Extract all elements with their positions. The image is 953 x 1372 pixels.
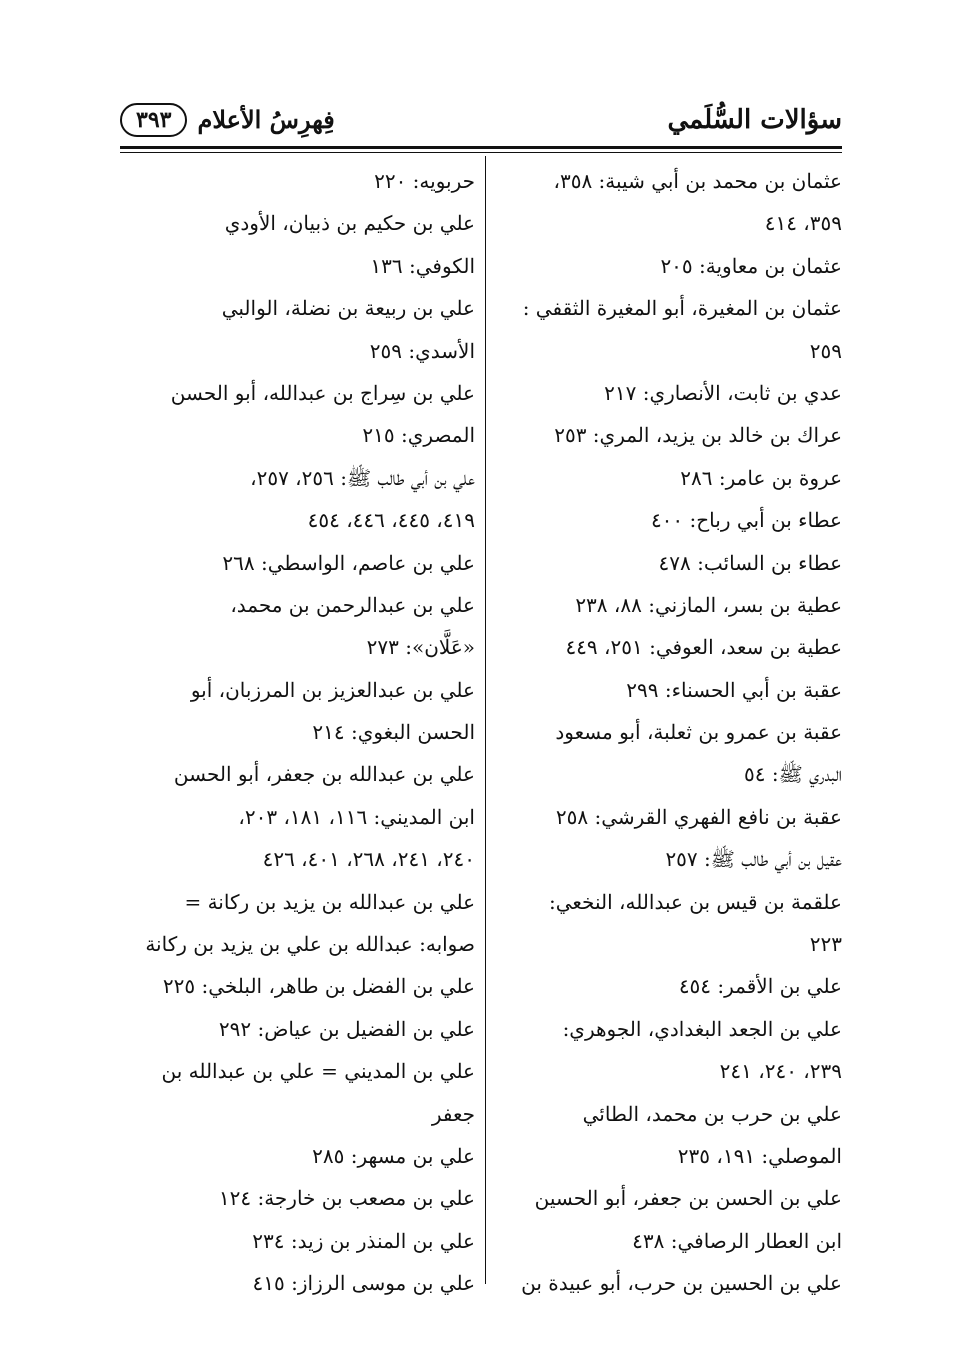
- index-line: علي بن الفضيل بن عياض: ٢٩٢: [218, 1016, 475, 1041]
- index-line: المصري: ٢١٥: [362, 423, 475, 448]
- index-line: علي بن عبدالله بن جعفر، أبو الحسن: [173, 762, 475, 787]
- index-line: عثمان بن محمد بن أبي شيبة: ٣٥٨،: [553, 169, 842, 193]
- index-line: جعفر: [431, 1101, 475, 1126]
- section-title: فِهرِسُ الأعلام: [197, 105, 335, 135]
- index-line: عقبة بن نافع الفهري القرشي: ٢٥٨: [555, 804, 842, 829]
- header-rule-thick: [120, 146, 842, 149]
- index-line: عطاء بن أبي رباح: ٤٠٠: [650, 508, 842, 533]
- index-line: علي بن حكيم بن ذبيان، الأودي: [224, 211, 475, 236]
- index-line: عروة بن عامر: ٢٨٦: [680, 465, 842, 490]
- index-line: «عَلَّان»: ٢٧٣: [366, 635, 475, 660]
- index-line: ٢٢٣: [809, 932, 842, 957]
- index-line: علي بن حرب بن محمد، الطائي: [582, 1101, 842, 1126]
- index-line: علي بن عاصم، الواسطي: ٢٦٨: [222, 550, 475, 575]
- index-line: علقمة بن قيس بن عبدالله، النخعي:: [549, 889, 842, 914]
- index-line: علي بن المديني = علي بن عبدالله بن: [161, 1059, 475, 1084]
- index-line: الموصلي: ١٩١، ٢٣٥: [677, 1143, 842, 1168]
- index-line: عقبة بن أبي الحسناء: ٢٩٩: [626, 677, 842, 702]
- page-header: [120, 95, 842, 145]
- index-line: عقيل بن أبي طالب ﷺ: ٢٥٧: [665, 847, 842, 872]
- index-line: البدري ﷺ: ٥٤: [744, 762, 842, 787]
- index-line: علي بن أبي طالب ﷺ: ٢٥٦، ٢٥٧،: [250, 465, 475, 490]
- index-line: الكوفي: ١٣٦: [370, 253, 475, 278]
- right-column: [497, 160, 842, 1305]
- index-line: علي بن الحسن بن جعفر، أبو الحسين: [534, 1186, 842, 1211]
- index-line: علي بن مسهر: ٢٨٥: [312, 1143, 475, 1168]
- index-line: ٢٥٩: [809, 338, 842, 363]
- index-line: علي بن الجعد البغدادي، الجوهري:: [562, 1016, 842, 1041]
- header-section: [120, 103, 335, 137]
- index-line: ٤١٩، ٤٤٥، ٤٤٦، ٤٥٤: [307, 508, 475, 533]
- index-line: علي بن عبدالله بن يزيد بن ركانة =: [184, 889, 475, 914]
- index-line: ٣٥٩، ٤١٤: [764, 211, 842, 236]
- header-rule-thin: [120, 152, 842, 153]
- index-line: عطية بن سعد، العوفي: ٢٥١، ٤٤٩: [565, 635, 842, 660]
- index-line: علي بن مصعب بن خارجة: ١٢٤: [218, 1186, 475, 1211]
- index-line: عدي بن ثابت، الأنصاري: ٢١٧: [604, 380, 842, 405]
- index-line: عطاء بن السائب: ٤٧٨: [658, 550, 842, 575]
- index-line: صوابه: عبدالله بن علي بن يزيد بن ركانة: [145, 932, 475, 957]
- index-line: علي بن عبدالرحمن بن محمد،: [230, 592, 475, 617]
- index-line: عثمان بن المغيرة، أبو المغيرة الثقفي :: [522, 296, 842, 321]
- index-line: ابن العطار الرصافي: ٤٣٨: [632, 1228, 842, 1253]
- index-line: الحسن البغوي: ٢١٤: [312, 720, 475, 745]
- index-line: ٢٤٠، ٢٤١، ٢٦٨، ٤٠١، ٤٢٦: [262, 847, 475, 872]
- index-line: علي بن موسى الرزاز: ٤١٥: [252, 1271, 475, 1296]
- index-line: عطية بن بسر، المازني: ٨٨، ٢٣٨: [575, 592, 842, 617]
- index-line: ابن المديني: ١١٦، ١٨١، ٢٠٣،: [238, 804, 475, 829]
- index-line: عراك بن خالد بن يزيد، المري: ٢٥٣: [554, 423, 842, 448]
- index-line: علي بن الفضل بن طاهر، البلخي: ٢٢٥: [162, 974, 475, 999]
- column-divider: [485, 156, 486, 1284]
- page-number: ٣٩٣: [120, 103, 187, 137]
- index-line: علي بن الأقمر: ٤٥٤: [678, 974, 842, 999]
- index-line: علي بن المنذر بن زيد: ٢٣٤: [252, 1228, 475, 1253]
- left-column: [120, 160, 475, 1305]
- index-line: عثمان بن معاوية: ٢٠٥: [660, 253, 842, 278]
- index-line: علي بن عبدالعزيز بن المرزبان، أبو: [190, 677, 475, 702]
- index-line: ٢٣٩، ٢٤٠، ٢٤١: [719, 1059, 842, 1084]
- index-line: علي بن الحسين بن حرب، أبو عبيدة بن: [521, 1271, 842, 1296]
- index-line: علي بن ربيعة بن نضلة، الوالبي: [221, 296, 475, 321]
- index-line: الأسدي: ٢٥٩: [369, 338, 475, 363]
- index-line: علي بن سِراج بن عبدالله، أبو الحسن: [170, 380, 475, 405]
- index-line: حربويه: ٢٢٠: [374, 169, 475, 193]
- book-title: سؤالات السُّلَمي: [667, 105, 842, 135]
- index-line: عقبة بن عمرو بن ثعلبة، أبو مسعود: [555, 720, 842, 745]
